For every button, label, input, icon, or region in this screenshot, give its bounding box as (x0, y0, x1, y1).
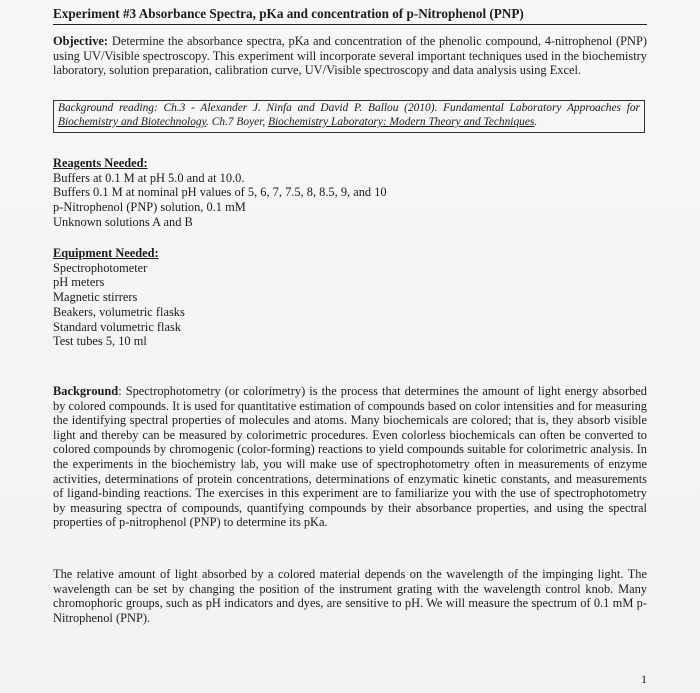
equipment-item: Spectrophotometer (53, 260, 148, 275)
reading-suffix: . (534, 115, 538, 128)
equipment-item: Beakers, volumetric flasks (53, 304, 185, 319)
wavelength-paragraph: The relative amount of light absorbed by a colored material depends on the wavelength of the impinging light. The wavelength can be set by changing the position of the instrument grating with the wavelength control knob. Many chromophoric groups, such as pH indicators and dyes, are sensitive to pH. We will measure the spectrum of 0.1 mM p-Nitrophenol (PNP). (53, 567, 647, 625)
reading-middle: . Ch.7 Boyer, (206, 115, 269, 128)
page-number: 1 (641, 672, 647, 686)
reagents-section (53, 156, 647, 230)
reading-book-2: Biochemistry Laboratory: Modern Theory and Techniques (268, 115, 535, 128)
reagent-item: Unknown solutions A and B (53, 214, 193, 229)
reading-book-1: Biochemistry and Biotechnology (58, 115, 207, 128)
background-reading-box (53, 100, 645, 133)
objective-paragraph (53, 34, 647, 78)
reading-prefix: Background reading: Ch.3 - Alexander J. Ninfa and David P. Ballou (2010). Fundamental Laboratory Approaches for (58, 102, 640, 114)
reagent-item: Buffers 0.1 M at nominal pH values of 5, 6, 7, 7.5, 8, 8.5, 9, and 10 (53, 185, 387, 200)
background-paragraph (53, 384, 647, 530)
page-title: Experiment #3 Absorbance Spectra, pKa and concentration of p-Nitrophenol (PNP) (53, 6, 647, 25)
equipment-item: pH meters (53, 275, 105, 290)
background-text: : Spectrophotometry (or colorimetry) is the process that determines the amount of light energy absorbed by colored compounds. It is used for quantitative estimation of compounds based on color intensities and for measuring the identifying spectral properties of molecules and atoms. Many biochemicals are colored; that is, they absorb visible light and thereby can be measured by colorimetric procedures. Even colorless biochemicals can often be converted to colored compounds by chromogenic (color-forming) reactions to yield compounds suitable for colorimetric analysis. In the experiments in the biochemistry lab, you will make use of spectrophotometry often in measurements of enzyme activities, determinations of protein concentrations, determinations of enzymatic kinetic constants, and measurements of ligand-binding reactions. The exercises in this experiment are to familiarize you with the use of spectrophotometry by measuring spectra of compounds, quantifying compounds by their absorbance properties, and using the spectral properties of p-nitrophenol (PNP) to determine its pKa. (53, 384, 647, 530)
equipment-heading: Equipment Needed: (53, 246, 159, 260)
equipment-section (53, 246, 647, 349)
equipment-item: Magnetic stirrers (53, 290, 138, 305)
objective-label: Objective: (53, 34, 109, 48)
equipment-item: Test tubes 5, 10 ml (53, 334, 147, 349)
reagent-item: Buffers at 0.1 M at pH 5.0 and at 10.0. (53, 170, 245, 185)
reagents-heading: Reagents Needed: (53, 156, 148, 170)
equipment-item: Standard volumetric flask (53, 319, 182, 334)
reagent-item: p-Nitrophenol (PNP) solution, 0.1 mM (53, 200, 246, 215)
objective-text: Determine the absorbance spectra, pKa and concentration of the phenolic compound, 4-nitrophenol (PNP) using UV/Visible spectroscopy. This experiment will incorporate several important techniques used in the biochemistry laboratory, solution preparation, calibration curve, UV/Visible spectroscopy and data analysis using Excel. (53, 34, 647, 78)
background-label: Background (53, 384, 119, 398)
